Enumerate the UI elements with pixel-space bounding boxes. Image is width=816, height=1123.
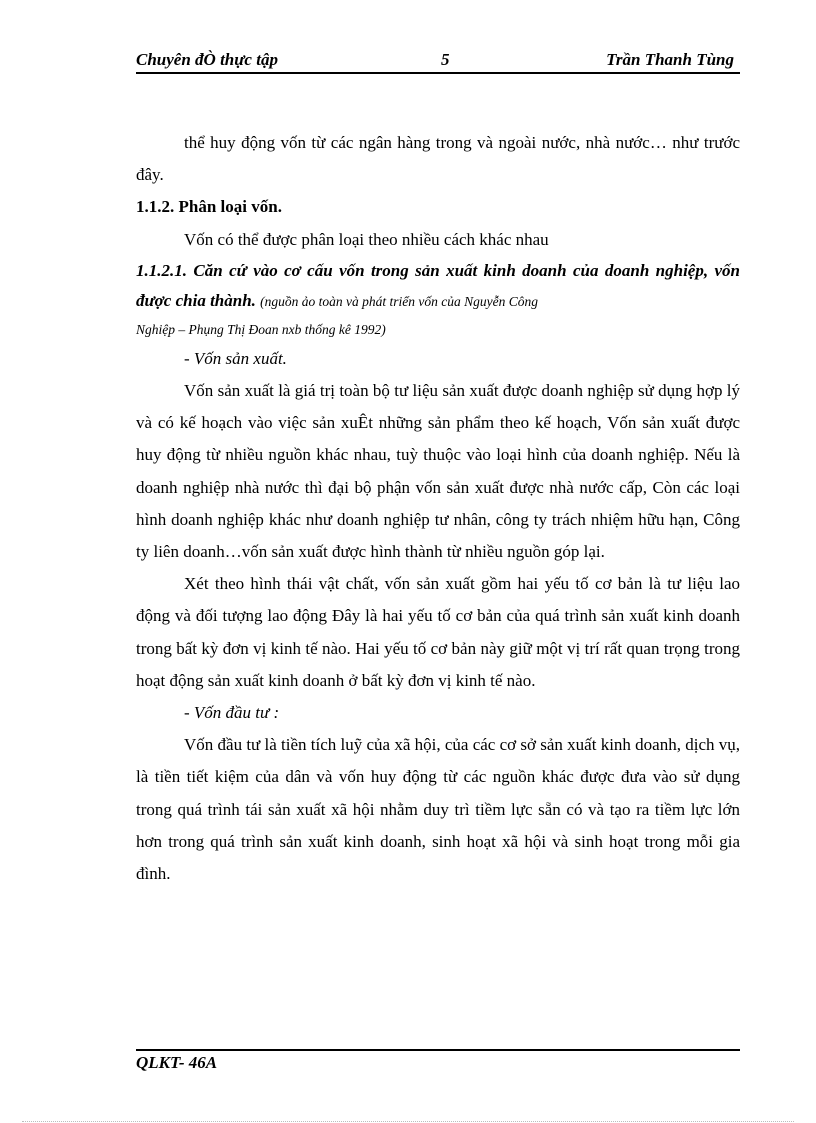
footer-label: QLKT- 46A <box>136 1053 218 1072</box>
paragraph-continuation: thể huy động vốn từ các ngân hàng trong và ngoài nước, nhà nước… như trước đây. <box>136 133 740 185</box>
paragraph-von-dau-tu: Vốn đầu tư là tiền tích luỹ của xã hội, của các cơ sở sản xuất kinh doanh, dịch vụ, là tiền tiết kiệm của dân và vốn huy động từ các nguồn khác được đưa vào sử dụng trong quá trình tái sản xuất xã hội nhằm duy trì tiềm lực sẵn có và tạo ra tiềm lực lớn hơn trong quá trình sản xuất kinh doanh, sinh hoạt xã hội và sinh hoạt trong mỗi gia đình. <box>136 735 740 884</box>
subheading-von-dau-tu: - Vốn đầu tư : <box>184 703 280 723</box>
footer-rule <box>136 1049 740 1051</box>
section-heading-1-1-2: 1.1.2. Phân loại vốn. <box>136 197 282 217</box>
heading-text: 1.1.2.1. Căn cứ vào cơ cấu vốn trong sản xuất kinh doanh của doanh nghiệp, vốn được chia thành. <box>136 260 740 310</box>
paragraph-intro: Vốn có thể được phân loại theo nhiều cách khác nhau <box>184 229 549 249</box>
page-header <box>136 48 740 72</box>
header-page-number: 5 <box>441 50 450 69</box>
header-rule <box>136 72 740 74</box>
paragraph-von-san-xuat: Vốn sản xuất là giá trị toàn bộ tư liệu sản xuất được doanh nghiệp sử dụng hợp lý và có kế hoạch vào việc sản xuÊt những sản phẩm theo kế hoạch, Vốn sản xuất được huy động từ nhiều nguồn khác nhau, tuỳ thuộc vào loại hình của doanh nghiệp. Nếu là doanh nghiệp nhà nước thì đại bộ phận vốn sản xuất được nhà nước cấp, Còn các loại hình doanh nghiệp khác như doanh nghiệp tư nhân, công ty trách nhiệm hữu hạn, Công ty liên doanh…vốn sản xuất được hình thành từ nhiều nguồn góp lại. <box>136 381 740 562</box>
header-author: Trần Thanh Tùng <box>606 50 734 69</box>
page-edge-dotted-line <box>22 1121 794 1122</box>
header-title: Chuyên đÒ thực tập <box>136 50 278 69</box>
paragraph-hinh-thai-vat-chat: Xét theo hình thái vật chất, vốn sản xuất gồm hai yếu tố cơ bản là tư liệu lao động và đối tượng lao động Đây là hai yếu tố cơ bản của quá trình sản xuất kinh doanh trong bất kỳ đơn vị kinh tế nào. Hai yếu tố cơ bản này giữ một vị trí rất quan trọng trong hoạt động sản xuất kinh doanh ở bất kỳ đơn vị kinh tế nào. <box>136 574 740 690</box>
section-heading-1-1-2-1 <box>136 256 740 317</box>
citation-line-2: Nghiệp – Phụng Thị Đoan nxb thống kê 1992) <box>136 321 386 337</box>
citation-line-1: (nguồn ảo toàn và phát triển vốn của Nguyễn Công <box>260 293 539 309</box>
document-body <box>136 127 740 890</box>
subheading-von-san-xuat: - Vốn sản xuất. <box>184 348 287 368</box>
